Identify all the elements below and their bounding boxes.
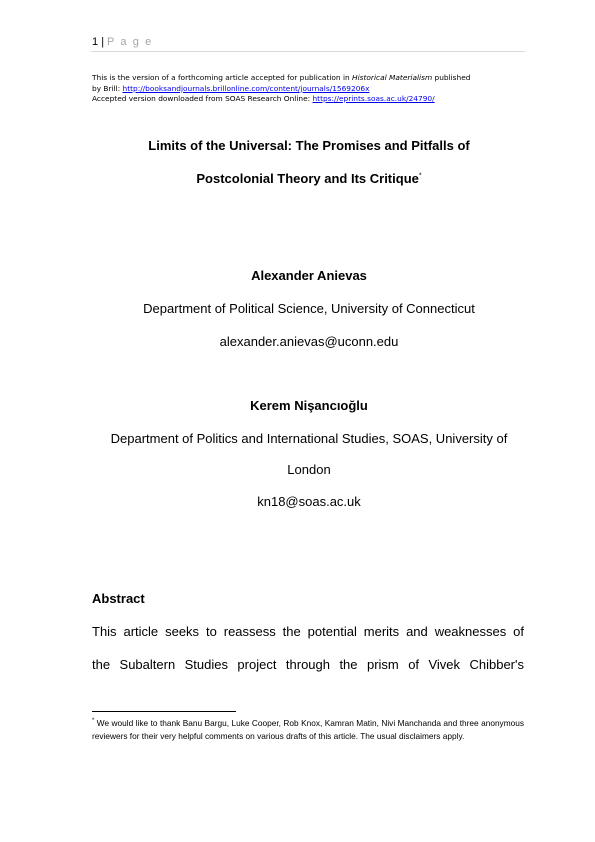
- publication-notice: [92, 73, 532, 105]
- author-1-affiliation: Department of Political Science, University of Connecticut: [143, 301, 475, 316]
- journal-name: Historical Materialism: [352, 73, 433, 82]
- author-1-email: alexander.anievas@uconn.edu: [219, 334, 399, 349]
- author-2-name: Kerem Nişancıoğlu: [250, 398, 368, 413]
- footnote-marker: *: [92, 718, 95, 725]
- page-header: [91, 35, 525, 52]
- article-title-line-1: Limits of the Universal: The Promises and Pitfalls of: [148, 138, 470, 153]
- notice-line-3: Accepted version downloaded from SOAS Research Online: https://eprints.soas.ac.uk/24790/: [92, 94, 435, 103]
- footnote: [92, 717, 524, 743]
- abstract-line-2: the Subaltern Studies project through the prism of Vivek Chibber's: [92, 657, 524, 672]
- article-title-line-2: Postcolonial Theory and Its Critique*: [196, 171, 422, 186]
- abstract-line-1: This article seeks to reassess the potential merits and weaknesses of: [92, 624, 524, 639]
- title-footnote-marker: *: [418, 172, 422, 180]
- page-label: P a g e: [107, 36, 153, 48]
- notice-line-1: This is the version of a forthcoming article accepted for publication in Historical Materialism published: [92, 73, 471, 82]
- notice-line-2: by Brill: http://booksandjournals.brillonline.com/content/journals/1569206x: [92, 83, 370, 93]
- footnote-text: We would like to thank Banu Bargu, Luke Cooper, Rob Knox, Kamran Matin, Nivi Manchanda and three anonymous reviewers for their very helpful comments on various drafts of this article. The usual disclaimers apply.: [92, 718, 524, 741]
- author-2-affiliation-line-2: London: [287, 462, 331, 477]
- footnote-rule: [92, 711, 236, 712]
- page-number: 1 |: [92, 36, 105, 48]
- soas-link[interactable]: https://eprints.soas.ac.uk/24790/: [312, 94, 435, 103]
- author-2-email: kn18@soas.ac.uk: [257, 494, 361, 509]
- author-2-affiliation-line-1: Department of Politics and International Studies, SOAS, University of: [110, 431, 508, 446]
- abstract-heading: Abstract: [92, 591, 145, 606]
- author-1-name: Alexander Anievas: [251, 268, 367, 283]
- brill-link[interactable]: http://booksandjournals.brillonline.com/content/journals/1569206x: [122, 83, 370, 93]
